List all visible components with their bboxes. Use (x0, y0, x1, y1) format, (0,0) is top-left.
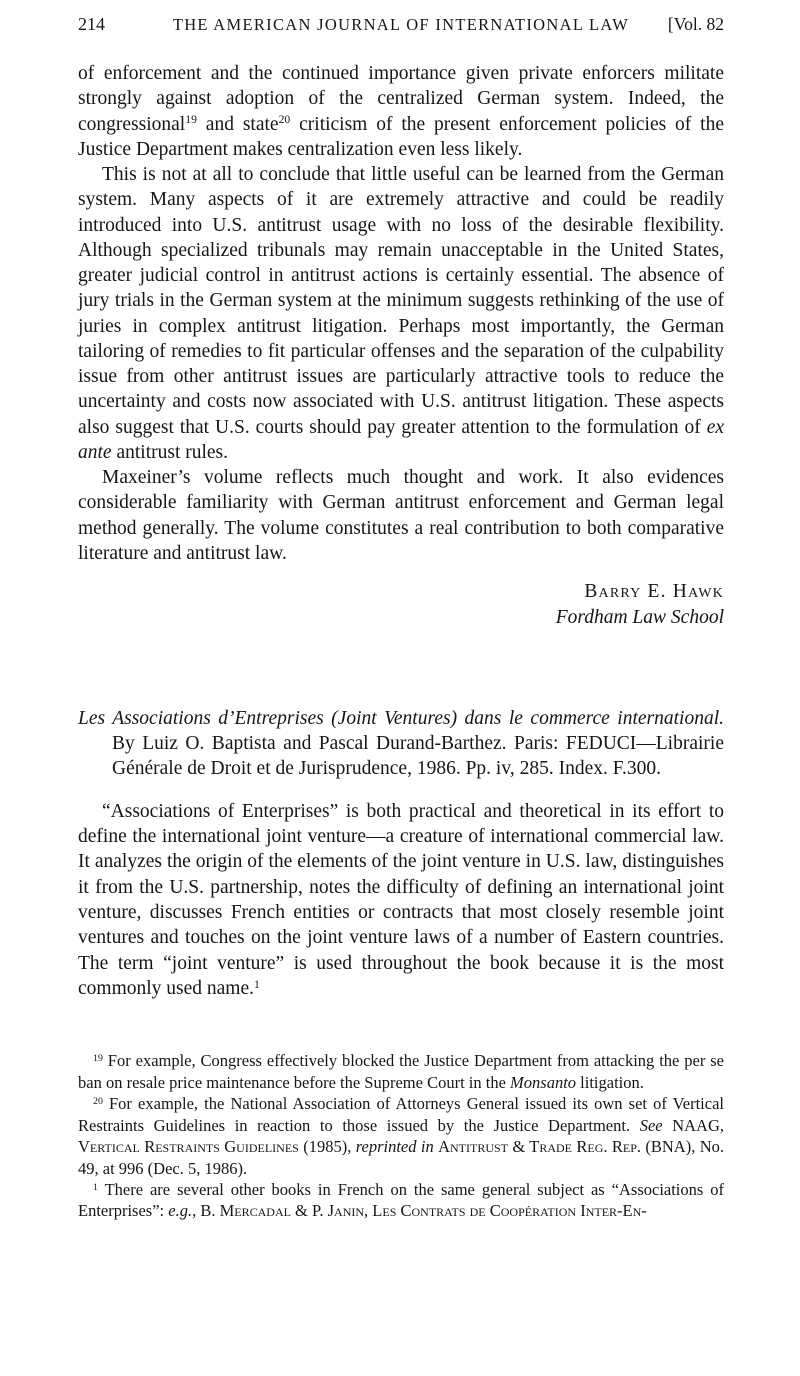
text-segment: Monsanto (510, 1072, 577, 1092)
body-paragraph (78, 465, 724, 566)
text-segment: of enforcement and the continued importance given private enforcers militate strongly against adoption of the centralized German system. Indeed, the congressional (78, 63, 724, 135)
text-segment: criticism of the present enforcement policies of the Justice Department makes centralization even less likely. (78, 113, 724, 160)
footnotes-section (78, 1050, 724, 1222)
text-segment: litigation. (576, 1072, 644, 1092)
volume-label: [Vol. 82 (667, 14, 724, 34)
page-header (78, 14, 724, 35)
text-segment: See (639, 1115, 663, 1135)
text-segment: and state (196, 113, 279, 135)
book-review-text (78, 61, 724, 566)
reviewer-affiliation: Fordham Law School (555, 607, 724, 629)
next-review-section (78, 706, 724, 1002)
text-segment: antitrust rules. (111, 441, 229, 463)
text-segment: “Associations of Enterprises” is both practical and theoretical in its effort to define the international joint venture—a creature of international commercial law. It analyzes the origin of the elements of the joint venture in U.S. law, distinguishes it from the U.S. partnership, notes the difficulty of defining an international joint venture, discusses French entities or contracts that most closely resemble joint ventures and touches on the joint venture laws of a number of Eastern countries. The term “joint venture” is used throughout the book because it is the most commonly used name. (78, 800, 724, 1000)
review-paragraph (78, 799, 724, 1002)
book-citation (78, 706, 724, 782)
review-body (78, 799, 724, 1002)
text-segment: Les Associations d’Entreprises (Joint Ventures) dans le commerce international. (78, 707, 724, 729)
text-segment: (BNA), No. 49, at 996 (Dec. 5, 1986). (78, 1137, 724, 1178)
footnote (78, 1050, 724, 1093)
text-segment: This is not at all to conclude that little useful can be learned from the German system. Many aspects of it are extremely attractive and could be readily introduced into U.S. antitrust usage with no loss of the desirable flexibility. Although specialized tribunals may remain unacceptable in the United States, greater judicial control in antitrust actions is certainly essential. The absence of jury trials in the German system at the minimum suggests rethinking of the use of juries in complex antitrust litigation. Perhaps most importantly, the German tailoring of remedies to fit particular offenses and the separation of the culpability issue from other antitrust issues are particularly attractive tools to reduce the uncertainty and costs now associated with U.S. antitrust litigation. These aspects also suggest that U.S. courts should pay greater attention to the formulation of (78, 164, 724, 438)
footnote-ref: 19 (185, 113, 197, 127)
body-paragraph (78, 162, 724, 465)
footnote-ref: 1 (93, 1181, 98, 1193)
body-paragraph (78, 61, 724, 162)
journal-title: THE AMERICAN JOURNAL OF INTERNATIONAL LAW (172, 15, 630, 34)
text-segment: (1985), (298, 1137, 356, 1157)
text-segment: e.g., (168, 1201, 197, 1221)
text-segment: By Luiz O. Baptista and Pascal Durand-Barthez. Paris: FEDUCI—Librairie Générale de Droit et de Jurisprudence, 1986. Pp. iv, 285. Index. F.300. (112, 732, 724, 780)
text-segment: NAAG, (662, 1115, 724, 1135)
article-body (78, 61, 724, 1222)
text-segment: There are several other books in French on the same general subject as “Associations of Enterprises”: (78, 1180, 724, 1221)
text-segment: Antitrust & Trade Reg. Rep. (438, 1137, 642, 1157)
text-segment: Maxeiner’s volume reflects much thought and work. It also evidences considerable familiarity with German antitrust enforcement and German legal method generally. The volume constitutes a real contribution to both comparative literature and antitrust law. (78, 467, 724, 564)
footnote (78, 1179, 724, 1222)
footnote-ref: 1 (254, 977, 260, 991)
text-segment: Vertical Restraints Guidelines (78, 1137, 299, 1157)
text-segment: For example, Congress effectively blocked the Justice Department from attacking the per se ban on resale price maintenance before the Supreme Court in the (78, 1051, 724, 1092)
page-number: 214 (78, 14, 105, 34)
footnote (78, 1093, 724, 1179)
reviewer-name: Barry E. Hawk (584, 581, 724, 602)
footnote-ref: 19 (93, 1052, 103, 1064)
signature-block (78, 579, 724, 632)
text-segment: reprinted in (355, 1137, 434, 1157)
footnote-ref: 20 (93, 1095, 103, 1107)
text-segment: For example, the National Association of Attorneys General issued its own set of Vertical Restraints Guidelines in reaction to those issued by the Justice Department. (78, 1094, 724, 1135)
footnote-ref: 20 (278, 113, 291, 127)
text-segment: B. Mercadal & P. Janin, Les Contrats de Coopération Inter-En- (200, 1201, 647, 1221)
text-segment: ex ante (78, 416, 724, 463)
